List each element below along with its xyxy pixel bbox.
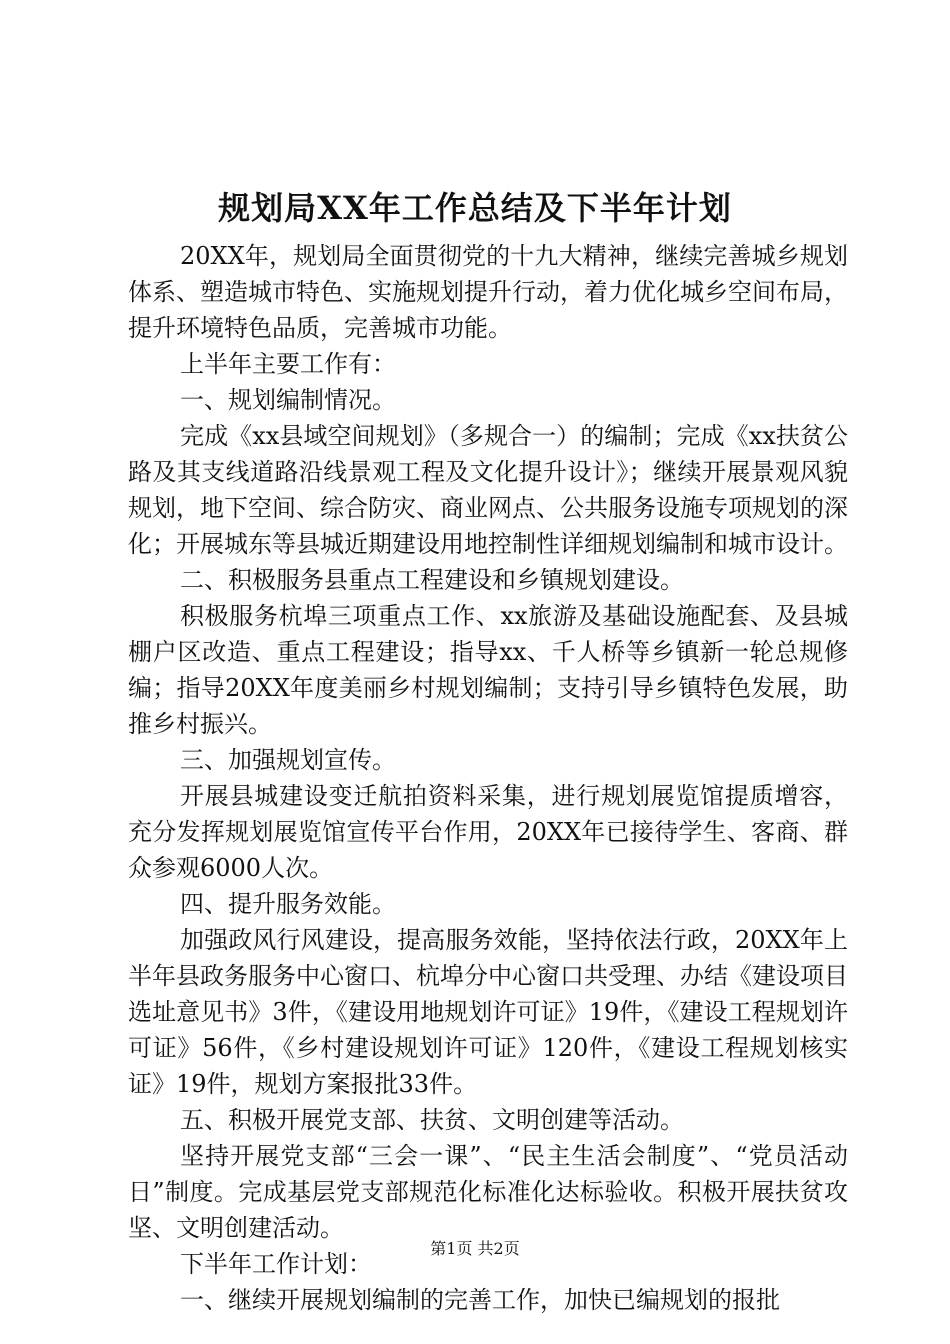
body-paragraph: 积极服务杭埠三项重点工作、xx旅游及基础设施配套、及县城棚户区改造、重点工程建设；指导xx、千人桥等乡镇新一轮总规修编；指导20XX年度美丽乡村规划编制；支持引导乡镇特色发展，助推乡村振兴。 bbox=[128, 602, 848, 738]
body-paragraph: 坚持开展党支部“三会一课”、“民主生活会制度”、“党员活动日”制度。完成基层党支部规范化标准化达标验收。积极开展扶贫攻坚、文明创建活动。 bbox=[128, 1142, 848, 1242]
section-heading: 一、规划编制情况。 bbox=[180, 386, 396, 414]
page-number-footer: 第1页 共2页 bbox=[430, 1239, 520, 1258]
document-title: 规划局XX年工作总结及下半年计划 bbox=[218, 189, 732, 227]
section-heading: 下半年工作计划： bbox=[180, 1250, 372, 1278]
body-paragraph: 一、继续开展规划编制的完善工作，加快已编规划的报批 bbox=[180, 1286, 780, 1314]
body-paragraph: 开展县城建设变迁航拍资料采集，进行规划展览馆提质增容，充分发挥规划展览馆宣传平台作用，20XX年已接待学生、客商、群众参观6000人次。 bbox=[128, 782, 848, 882]
section-heading: 五、积极开展党支部、扶贫、文明创建等活动。 bbox=[180, 1106, 684, 1134]
document-body bbox=[128, 238, 848, 1318]
section-heading: 四、提升服务效能。 bbox=[180, 890, 396, 918]
section-heading: 上半年主要工作有： bbox=[180, 350, 396, 378]
body-paragraph: 完成《xx县域空间规划》（多规合一）的编制；完成《xx扶贫公路及其支线道路沿线景观工程及文化提升设计》；继续开展景观风貌规划，地下空间、综合防灾、商业网点、公共服务设施专项规划的深化；开展城东等县城近期建设用地控制性详细规划编制和城市设计。 bbox=[128, 422, 848, 558]
body-paragraph: 加强政风行风建设，提高服务效能，坚持依法行政，20XX年上半年县政务服务中心窗口、杭埠分中心窗口共受理、办结《建设项目选址意见书》3件，《建设用地规划许可证》19件，《建设工程规划许可证》56件，《乡村建设规划许可证》120件，《建设工程规划核实证》19件，规划方案报批33件。 bbox=[128, 926, 848, 1098]
section-heading: 三、加强规划宣传。 bbox=[180, 746, 396, 774]
section-heading: 二、积极服务县重点工程建设和乡镇规划建设。 bbox=[180, 566, 684, 594]
intro-paragraph: 20XX年，规划局全面贯彻党的十九大精神，继续完善城乡规划体系、塑造城市特色、实施规划提升行动，着力优化城乡空间布局，提升环境特色品质，完善城市功能。 bbox=[128, 242, 848, 342]
